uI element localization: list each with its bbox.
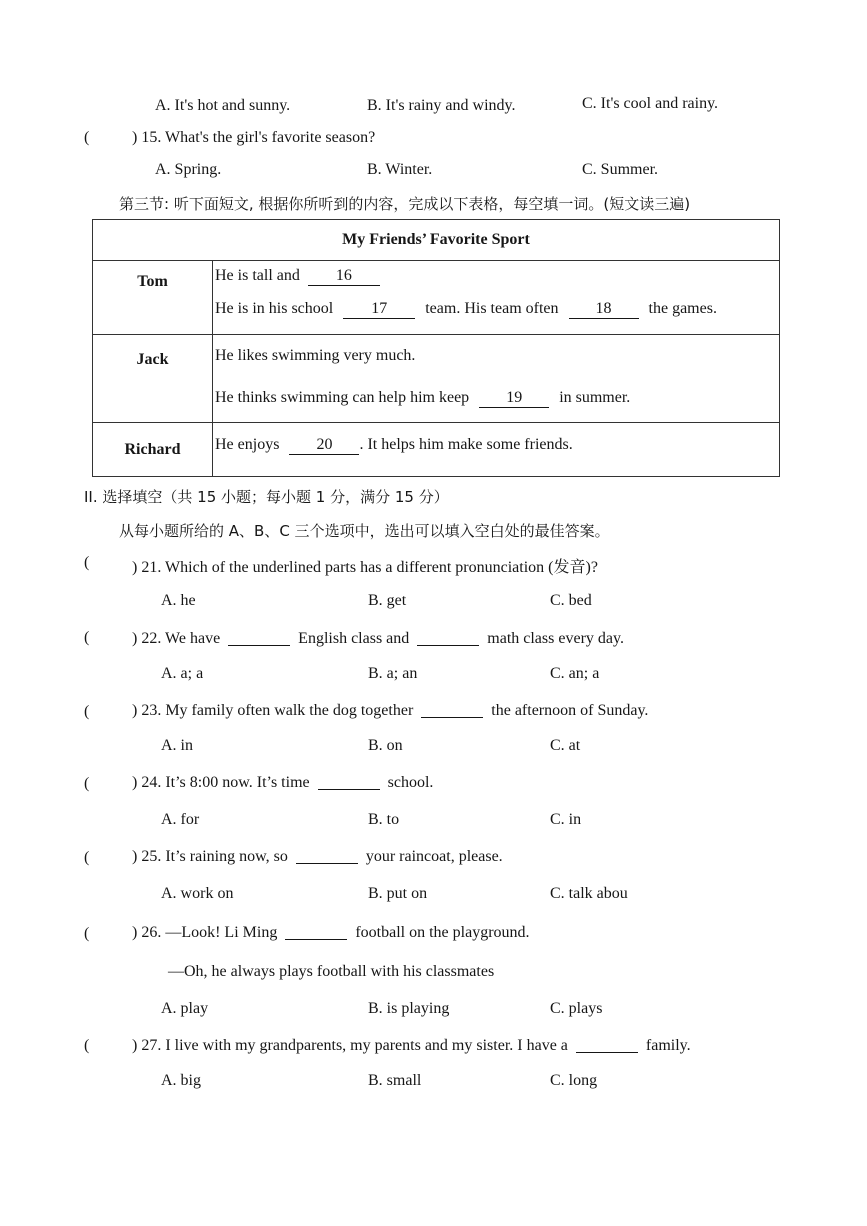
favorite-sport-table (92, 219, 780, 477)
q23-option-b: B. on (368, 737, 403, 754)
q27-option-c: C. long (550, 1072, 598, 1089)
q24-option-c: C. in (550, 811, 582, 828)
jack-line1: He likes swimming very much. (215, 347, 416, 364)
q27-option-a: A. big (161, 1072, 201, 1089)
jack-line2-text: He thinks swimming can help him keep (215, 389, 470, 406)
answer-blank (576, 1036, 638, 1053)
q23-stem-start: ) 23. My family often walk the dog together (132, 702, 414, 719)
answer-blank-19: 19 (479, 389, 549, 408)
q21-stem: ) 21. Which of the underlined parts has a different pronunciation (发音)? (132, 559, 598, 576)
answer-blank (421, 701, 483, 718)
q27-stem (132, 1036, 691, 1055)
q26-stem (132, 923, 530, 942)
q15-option-b: B. Winter. (367, 161, 433, 178)
tom-line2-text: He is in his school (215, 300, 334, 317)
q24-stem-end: school. (387, 774, 434, 791)
richard-line1-end: . It helps him make some friends. (359, 436, 573, 453)
tom-line2-mid: team. His team often (425, 300, 559, 317)
tom-line2-end: the games. (648, 300, 717, 317)
answer-paren-open: ( (84, 129, 90, 146)
q23-option-c: C. at (550, 737, 581, 754)
answer-blank (228, 629, 290, 646)
q23-stem (132, 701, 648, 720)
answer-blank-16: 16 (308, 267, 380, 286)
q26-dialogue-line2: —Oh, he always plays football with his classmates (168, 963, 495, 980)
q22-stem (132, 629, 624, 648)
q24-stem-start: ) 24. It’s 8:00 now. It’s time (132, 774, 310, 791)
q26-option-b: B. is playing (368, 1000, 450, 1017)
q24-stem (132, 773, 433, 792)
tom-line1-text: He is tall and (215, 267, 300, 284)
richard-line1-text: He enjoys (215, 436, 280, 453)
q15-option-a: A. Spring. (155, 161, 222, 178)
answer-paren-open: ( (84, 629, 90, 646)
q25-stem (132, 847, 503, 866)
q21-option-b: B. get (368, 592, 407, 609)
q26-option-a: A. play (161, 1000, 209, 1017)
q25-option-b: B. put on (368, 885, 428, 902)
q15-stem-close (132, 129, 375, 147)
q22-option-c: C. an; a (550, 665, 600, 682)
answer-paren-open: ( (84, 849, 90, 866)
row-name-richard: Richard (93, 423, 213, 477)
q24-option-b: B. to (368, 811, 400, 828)
answer-paren-open: ( (84, 703, 90, 720)
q25-stem-start: ) 25. It’s raining now, so (132, 848, 288, 865)
q22-option-a: A. a; a (161, 665, 204, 682)
q25-option-c: C. talk abou (550, 885, 628, 902)
answer-blank-18: 18 (569, 300, 639, 319)
q27-option-b: B. small (368, 1072, 422, 1089)
part2-instruction: 从每小题所给的 A、B、C 三个选项中，选出可以填入空白处的最佳答案。 (119, 522, 610, 540)
q27-stem-end: family. (645, 1037, 691, 1054)
row-name-tom: Tom (93, 261, 213, 335)
row-content-jack (213, 335, 780, 423)
answer-blank (296, 847, 358, 864)
q14-option-b: B. It's rainy and windy. (367, 97, 516, 114)
answer-paren-open: ( (84, 554, 90, 571)
answer-blank (417, 629, 479, 646)
section3-instruction: 第三节: 听下面短文, 根据你所听到的内容，完成以下表格，每空填一词。(短文读三遍) (119, 195, 691, 213)
q26-stem-start: ) 26. —Look! Li Ming (132, 924, 278, 941)
answer-paren-open: ( (84, 925, 90, 942)
q22-option-b: B. a; an (368, 665, 418, 682)
jack-line2-end: in summer. (559, 389, 631, 406)
answer-blank (285, 923, 347, 940)
q23-stem-end: the afternoon of Sunday. (491, 702, 649, 719)
q27-stem-start: ) 27. I live with my grandparents, my parents and my sister. I have a (132, 1037, 568, 1054)
q25-stem-end: your raincoat, please. (365, 848, 503, 865)
q22-stem-end: math class every day. (487, 630, 624, 647)
q21-option-c: C. bed (550, 592, 592, 609)
answer-blank-17: 17 (343, 300, 415, 319)
q24-option-a: A. for (161, 811, 200, 828)
q14-option-c: C. It's cool and rainy. (582, 95, 719, 112)
q26-option-c: C. plays (550, 1000, 603, 1017)
row-content-tom (213, 261, 780, 335)
answer-paren-close: ) (132, 129, 138, 146)
answer-blank-20: 20 (289, 436, 359, 455)
row-content-richard (213, 423, 780, 477)
row-name-jack: Jack (93, 335, 213, 423)
q25-option-a: A. work on (161, 885, 234, 902)
answer-blank (318, 773, 380, 790)
answer-paren-open: ( (84, 775, 90, 792)
q14-option-a: A. It's hot and sunny. (155, 97, 291, 114)
table-title: My Friends’ Favorite Sport (93, 220, 780, 261)
q23-option-a: A. in (161, 737, 193, 754)
q26-stem-end: football on the playground. (355, 924, 530, 941)
q15-option-c: C. Summer. (582, 161, 659, 178)
part2-heading: II. 选择填空（共 15 小题；每小题 1 分，满分 15 分） (84, 488, 449, 506)
q21-option-a: A. he (161, 592, 196, 609)
q22-stem-mid: English class and (298, 630, 410, 647)
q22-stem-start: ) 22. We have (132, 630, 221, 647)
q15-stem: 15. What's the girl's favorite season? (141, 129, 376, 146)
answer-paren-open: ( (84, 1037, 90, 1054)
